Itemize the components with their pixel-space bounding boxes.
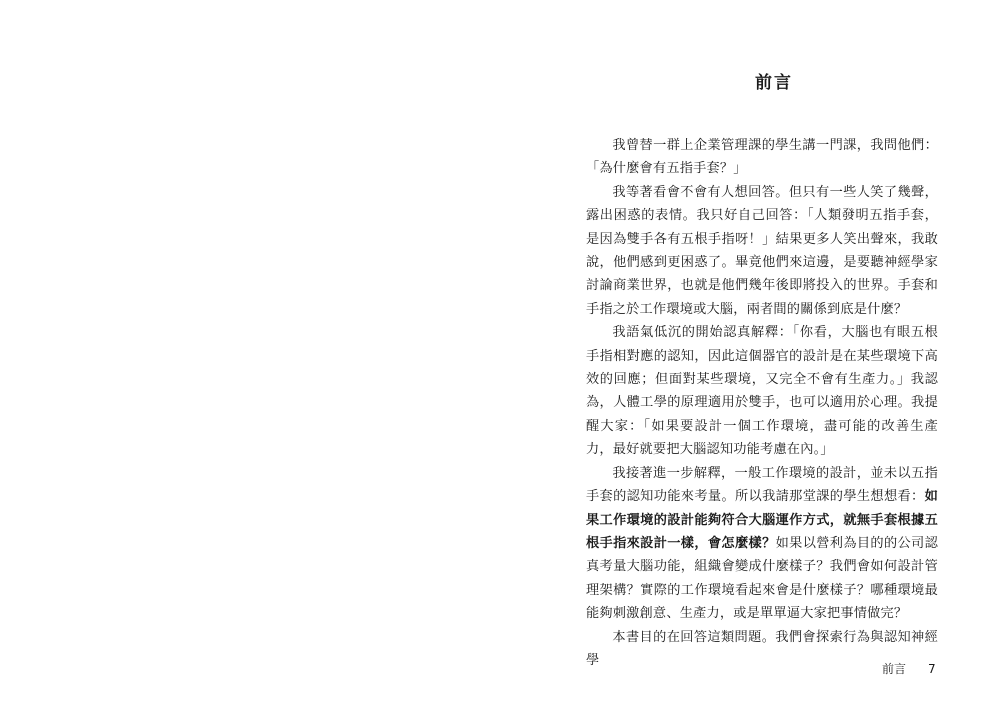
page-title: 前言 bbox=[755, 73, 793, 93]
body-text bbox=[586, 134, 938, 672]
paragraph-5: 本書目的在回答這類問題。我們會探索行為與認知神經學 bbox=[586, 629, 938, 668]
paragraph-1: 我曾替一群上企業管理課的學生講一門課，我問他們：「為什麼會有五指手套？」 bbox=[586, 138, 938, 177]
paragraph-4 bbox=[586, 462, 938, 626]
right-page bbox=[500, 0, 1000, 710]
paragraph-4-intro: 我接著進一步解釋，一般工作環境的設計，並未以五指手套的認知功能來考量。所以我請那堂課的學生想想看： bbox=[586, 465, 938, 505]
page-number: 7 bbox=[928, 662, 936, 676]
footer-section-label: 前言 bbox=[882, 662, 907, 676]
paragraph-4-emphasis: 如果工作環境的設計能夠符合大腦運作方式，就無手套根據五根手指來設計一樣，會怎麼樣？ bbox=[586, 489, 938, 551]
paragraph-3: 我語氣低沉的開始認真解釋：「你看，大腦也有眼五根手指相對應的認知，因此這個器官的設計是在某些環境下高效的回應；但面對某些環境，又完全不會有生產力。」我認為，人體工學的原理適用於雙手，也可以適用於心理。我提醒大家：「如果要設計一個工作環境，盡可能的改善生產力，最好就要把大腦認知功能考慮在內。」 bbox=[586, 325, 938, 458]
paragraph-4-rest: 如果以營利為目的的公司認真考量大腦功能，組織會變成什麼樣子？我們會如何設計管理架構？實際的工作環境看起來會是什麼樣子？哪種環境最能夠刺激創意、生產力，或是單單逼大家把事情做完？ bbox=[586, 535, 938, 622]
paragraph-2: 我等著看會不會有人想回答。但只有一些人笑了幾聲，露出困惑的表情。我只好自己回答：「人類發明五指手套，是因為雙手各有五根手指呀！」結果更多人笑出聲來，我敢說，他們感到更困惑了。畢竟他們來這邊，是要聽神經學家討論商業世界，也就是他們幾年後即將投入的世界。手套和手指之於工作環境或大腦，兩者間的關係到底是什麼？ bbox=[586, 184, 938, 317]
page-footer bbox=[882, 660, 936, 677]
